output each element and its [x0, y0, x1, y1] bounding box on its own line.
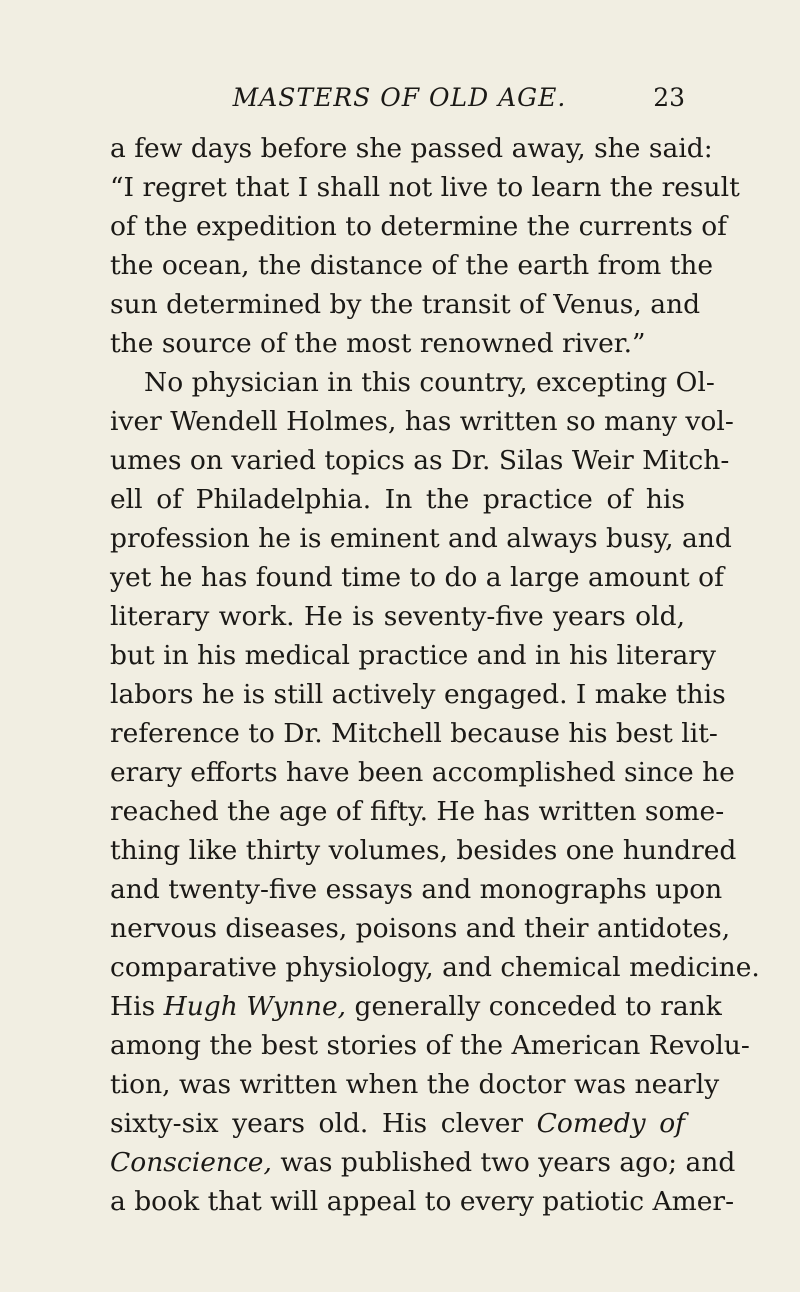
text-line: ell of Philadelphia. In the practice of his: [110, 484, 685, 515]
text-line: the ocean, the distance of the earth from the: [110, 250, 714, 281]
text-run: was published two years ago; and: [271, 1147, 736, 1178]
text-run: sixty-six years old. His clever: [110, 1108, 537, 1139]
running-header: [110, 82, 685, 114]
text-line: reached the age of fifty. He has written some-: [110, 796, 725, 827]
text-run: generally conceded to rank: [346, 991, 722, 1022]
text-line: iver Wendell Holmes, has written so many vol-: [110, 406, 734, 437]
text-line: yet he has found time to do a large amount of: [110, 562, 724, 593]
text-line: a few days before she passed away, she said:: [110, 133, 713, 164]
text-line: nervous diseases, poisons and their antidotes,: [110, 913, 731, 944]
text-line: a book that will appeal to every patiotic Amer-: [110, 1186, 735, 1217]
text-line: umes on varied topics as Dr. Silas Weir Mitch-: [110, 445, 730, 476]
text-line: No physician in this country, excepting Ol-: [144, 367, 715, 398]
text-line: reference to Dr. Mitchell because his best lit-: [110, 718, 718, 749]
text-line: comparative physiology, and chemical medicine.: [110, 952, 760, 983]
text-line: of the expedition to determine the currents of: [110, 211, 727, 242]
text-line: literary work. He is seventy-five years old,: [110, 601, 685, 632]
text-line: erary efforts have been accomplished since he: [110, 757, 735, 788]
text-line: among the best stories of the American Revolu-: [110, 1030, 750, 1061]
text-line: [110, 987, 722, 1026]
book-title: Comedy of: [536, 1108, 685, 1139]
text-line: sun determined by the transit of Venus, and: [110, 289, 701, 320]
book-title: Hugh Wynne,: [163, 991, 347, 1022]
text-run: His: [110, 991, 164, 1022]
text-line: profession he is eminent and always busy, and: [110, 523, 732, 554]
text-line: the source of the most renowned river.”: [110, 328, 646, 359]
running-title: MASTERS OF OLD AGE.: [232, 83, 567, 112]
text-line: tion, was written when the doctor was nearly: [110, 1069, 720, 1100]
body-text: [110, 129, 760, 1221]
text-line: but in his medical practice and in his literary: [110, 640, 716, 671]
text-line: and twenty-five essays and monographs upon: [110, 874, 723, 905]
book-title: Conscience,: [110, 1147, 272, 1178]
text-line: [110, 1143, 736, 1182]
text-line: [110, 1104, 685, 1143]
text-line: labors he is still actively engaged. I make this: [110, 679, 726, 710]
text-line: “I regret that I shall not live to learn the result: [110, 172, 740, 203]
page-number: 23: [653, 83, 685, 112]
text-line: thing like thirty volumes, besides one hundred: [110, 835, 737, 866]
